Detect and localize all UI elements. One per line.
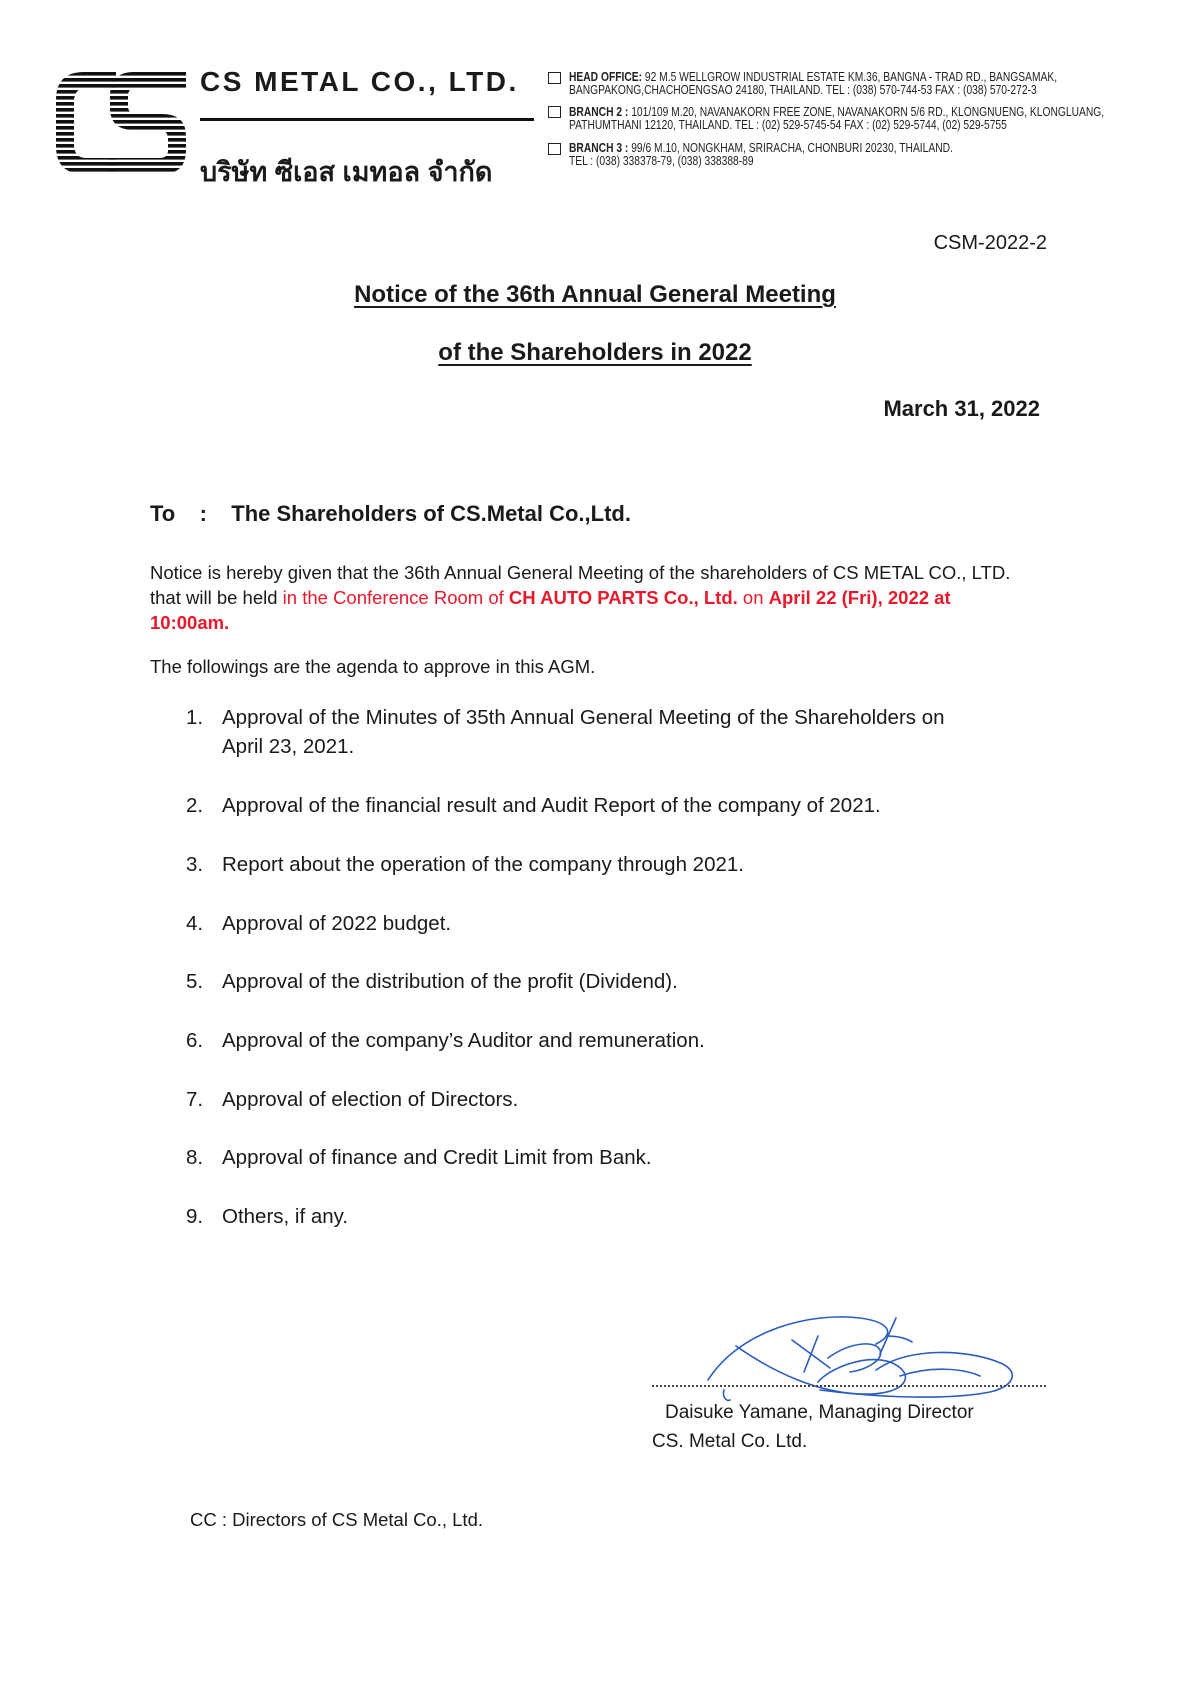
signer-company: CS. Metal Co. Ltd. <box>652 1431 808 1452</box>
agenda-intro: The followings are the agenda to approve in this AGM. <box>150 656 596 677</box>
branch3-checkbox-icon <box>548 143 561 155</box>
document-title-line1: Notice of the 36th Annual General Meeting <box>354 281 836 308</box>
branch3-address: BRANCH 3 : 99/6 M.10, NONGKHAM, SRIRACHA, CHONBURI 20230, THAILAND. TEL : (038) 338378-79, (038) 338388-89 <box>569 140 953 168</box>
head-office-address: HEAD OFFICE: 92 M.5 WELLGROW INDUSTRIAL ESTATE KM.36, BANGNA - TRAD RD., BANGSAMAK, BANGPAKONG,CHACHOENGSAO 24180, THAILAND. TEL : (038) 570-744-53 FAX : (038) 570-272-3 <box>569 69 1058 97</box>
company-name-divider <box>200 118 534 121</box>
branch2-checkbox-icon <box>548 106 561 118</box>
company-logo <box>56 72 186 174</box>
company-name-english: CS METAL CO., LTD. <box>200 66 519 97</box>
document-title-line2: of the Shareholders in 2022 <box>438 339 752 366</box>
cc-line: CC : Directors of CS Metal Co., Ltd. <box>190 1509 484 1530</box>
branch2-address: BRANCH 2 : 101/109 M.20, NAVANAKORN FREE ZONE, NAVANAKORN 5/6 RD., KLONGNUENG, KLONGLUANG, PATHUMTHANI 12120, THAILAND. TEL : (02) 529-5745-54 FAX : (02) 529-5744, (02) 529-5755 <box>569 104 1105 132</box>
document-date: March 31, 2022 <box>883 396 1040 421</box>
to-label: To <box>150 501 176 526</box>
notice-paragraph: Notice is hereby given that the 36th Annual General Meeting of the shareholders of CS METAL CO., LTD. that will be held in the Conference Room of CH AUTO PARTS Co., Ltd. on April 22 (Fri), 2022 at 10:00am. <box>150 562 1011 633</box>
to-colon: : <box>199 501 207 526</box>
addressee-line <box>150 501 631 527</box>
company-name-thai: บริษัท ซีเอส เมทอล จำกัด <box>200 157 493 187</box>
document-reference: CSM-2022-2 <box>933 232 1047 254</box>
addressee: The Shareholders of CS.Metal Co.,Ltd. <box>231 501 631 526</box>
handwritten-signature <box>700 1310 1040 1405</box>
head-office-checkbox-icon <box>548 72 561 84</box>
signer-name: Daisuke Yamane, Managing Director <box>665 1402 974 1423</box>
signature-line <box>652 1385 1046 1387</box>
